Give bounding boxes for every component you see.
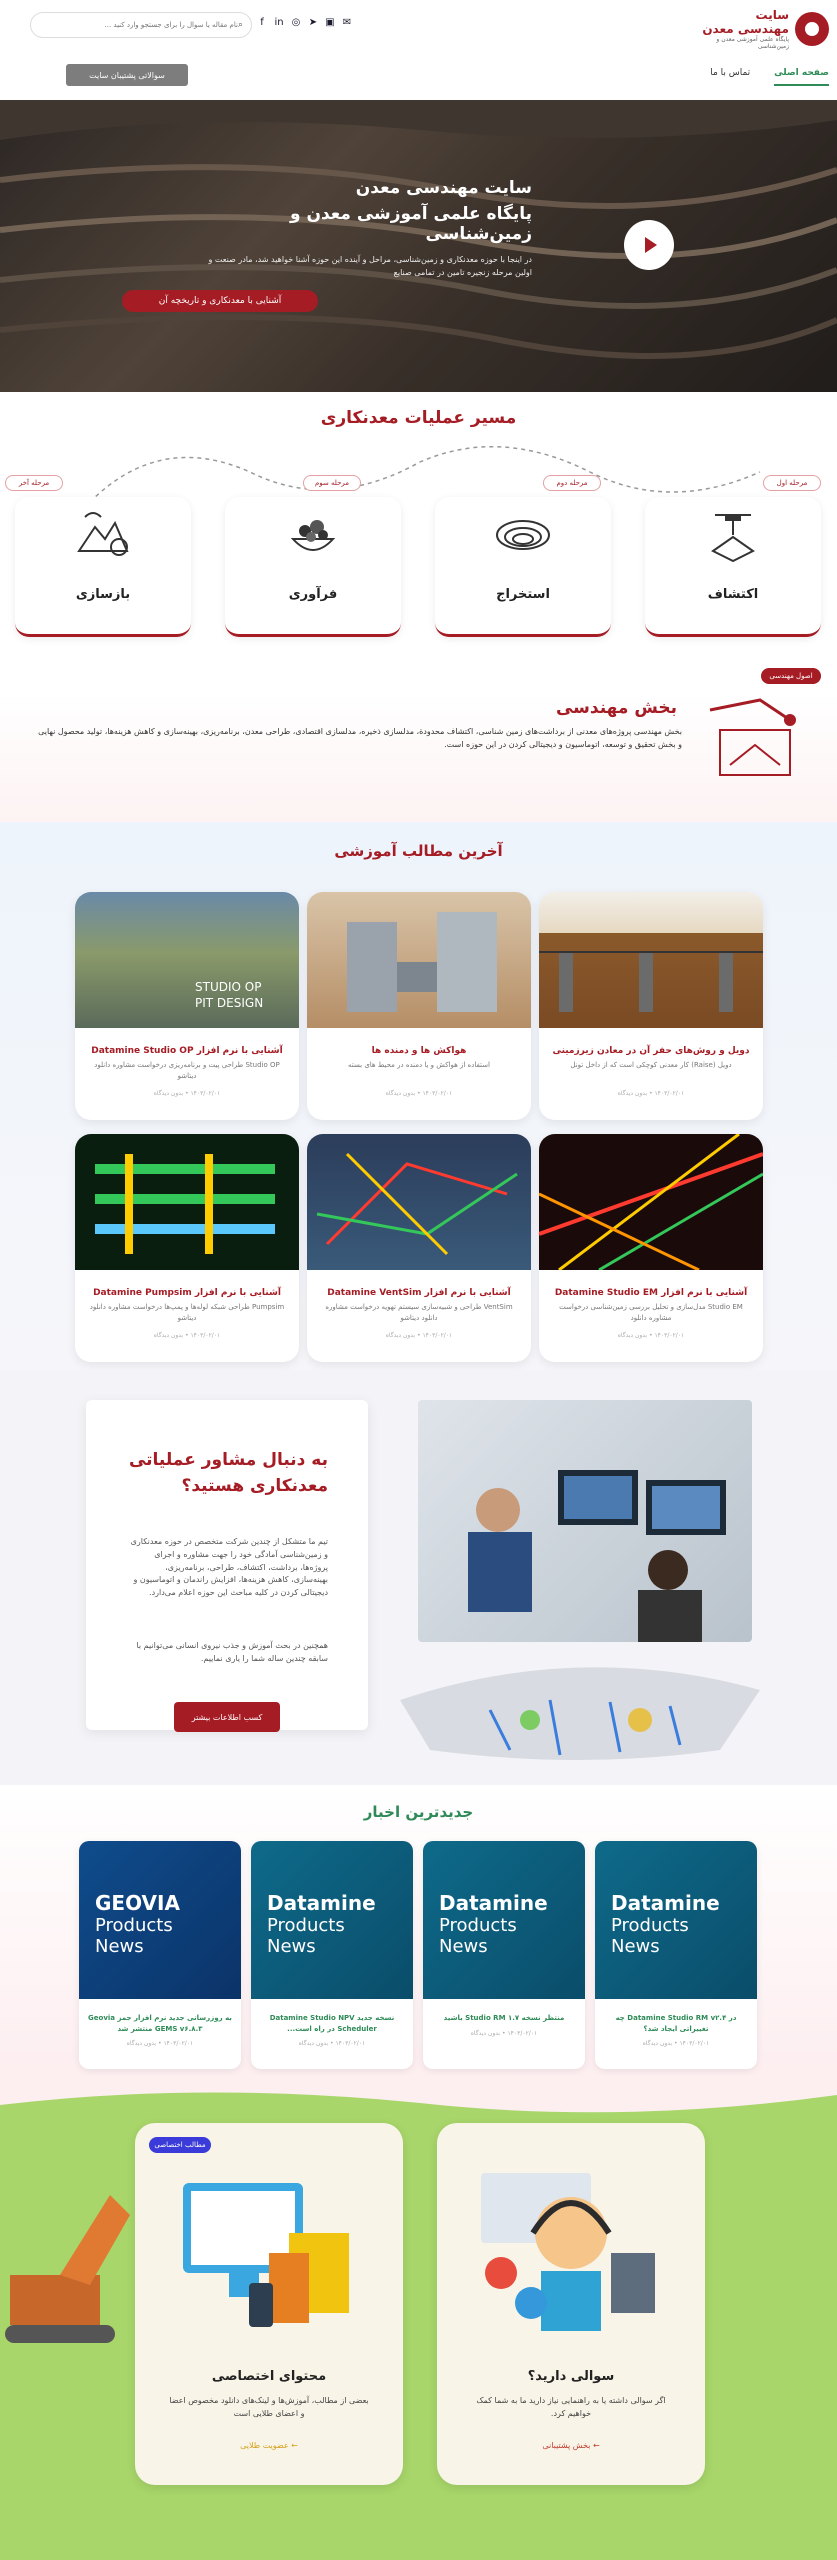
article-excerpt: Studio EM مدل‌سازی و تحلیل بررسی زمین‌شناسی درخواست مشاوره دانلود	[559, 1303, 743, 1322]
news-headline[interactable]: به روزرسانی جدید نرم افزار جمز Geovia GEMS v۶.۸.۳ منتشر شد	[88, 2014, 232, 2033]
news-brand-sub: Products News	[439, 1915, 517, 1957]
engineering-illustration	[700, 690, 820, 790]
hero-banner	[0, 100, 837, 392]
news-headline[interactable]: در Datamine Studio RM v۲.۴ چه تغییراتی ایجاد شد؟	[615, 2014, 737, 2033]
play-video-icon[interactable]	[624, 220, 674, 270]
stage-badge: مرحله دوم	[543, 475, 601, 491]
article-image	[75, 1134, 299, 1270]
site-header	[0, 0, 837, 100]
news-brand: Datamine	[439, 1891, 548, 1915]
news-card[interactable]	[595, 1841, 757, 2069]
aparat-icon[interactable]: ▣	[325, 16, 335, 28]
news-brand: GEOVIA	[95, 1891, 180, 1915]
article-image	[75, 892, 299, 1028]
article-title[interactable]: آشنایی با نرم افزار Datamine VentSim	[327, 1288, 511, 1298]
article-image	[539, 892, 763, 1028]
search-icon[interactable]: ⌕	[237, 20, 243, 30]
news-image	[423, 1841, 585, 1999]
consultation-section	[0, 1370, 837, 1785]
news-brand-sub: Products News	[267, 1915, 345, 1957]
stage-badge: مرحله اول	[763, 475, 821, 491]
news-brand: Datamine	[611, 1891, 720, 1915]
excavator-illustration	[0, 2155, 140, 2375]
exclusive-badge: مطالب اختصاصی	[149, 2137, 211, 2153]
articles-section	[0, 822, 837, 1370]
article-meta: ۱۴۰۳/۰۲/۰۱ • بدون دیدگاه	[385, 1090, 453, 1097]
support-card-desc: اگر سوالی داشته یا به راهنمایی نیاز دارید ما به شما کمک خواهیم کرد.	[476, 2396, 666, 2418]
article-meta: ۱۴۰۳/۰۲/۰۱ • بدون دیدگاه	[153, 1332, 221, 1339]
nav-contact[interactable]: تماس با ما	[710, 68, 751, 78]
learn-more-button[interactable]: کسب اطلاعات بیشتر	[174, 1702, 280, 1732]
article-excerpt: VentSim طراحی و شبیه‌سازی سیستم تهویه درخواست مشاوره دانلود دیتاشو	[325, 1303, 513, 1322]
email-icon[interactable]: ✉	[342, 16, 352, 28]
facebook-icon[interactable]: f	[260, 16, 264, 28]
article-title[interactable]: آشنایی با نرم افزار Datamine Studio OP	[91, 1046, 283, 1056]
news-image	[79, 1841, 241, 1999]
hero-cta-button[interactable]: آشنایی با معدنکاری و تاریخچه آن	[122, 290, 318, 312]
stage-badge: مرحله سوم	[303, 475, 361, 491]
hero-title: سایت مهندسی معدن	[355, 178, 532, 198]
stage-card-reclamation[interactable]	[15, 479, 191, 637]
telegram-icon[interactable]: ➤	[308, 16, 318, 28]
stage-card-extraction[interactable]	[435, 479, 611, 637]
mine-model-illustration	[390, 1640, 770, 1770]
nav-home[interactable]: صفحه اصلی	[774, 68, 829, 86]
news-headline[interactable]: منتظر نسخه Studio RM ۱.۷ باشید	[443, 2014, 565, 2022]
news-section	[0, 1785, 837, 2075]
stage-name: استخراج	[496, 587, 550, 602]
open-pit-icon	[495, 507, 551, 563]
site-logo[interactable]	[701, 10, 829, 48]
news-meta: ۱۴۰۳/۰۲/۰۱ • بدون دیدگاه	[642, 2040, 710, 2047]
article-title[interactable]: هواکش ها و دمنده ها	[371, 1046, 467, 1056]
news-card[interactable]	[79, 1841, 241, 2069]
engineering-title: بخش مهندسی	[555, 698, 677, 718]
article-card[interactable]	[75, 1134, 299, 1362]
drone-survey-icon	[705, 507, 761, 563]
article-card[interactable]	[539, 1134, 763, 1362]
path-title: مسیر عملیات معدنکاری	[320, 408, 517, 428]
article-meta: ۱۴۰۳/۰۲/۰۱ • بدون دیدگاه	[385, 1332, 453, 1339]
land-reclamation-icon	[75, 507, 131, 563]
stage-card-processing[interactable]	[225, 479, 401, 637]
article-title[interactable]: دویل و روش‌های حفر آن در معادن زیرزمینی	[552, 1046, 750, 1056]
news-title: جدیدترین اخبار	[363, 1803, 474, 1821]
news-meta: ۱۴۰۳/۰۲/۰۱ • بدون دیدگاه	[126, 2040, 194, 2047]
article-image	[539, 1134, 763, 1270]
news-meta: ۱۴۰۳/۰۲/۰۱ • بدون دیدگاه	[470, 2029, 538, 2037]
news-brand: Datamine	[267, 1891, 376, 1915]
exclusive-content-card[interactable]	[135, 2123, 403, 2485]
consultation-text-2: همچنین در بحث آموزش و جذب نیروی انسانی می‌توانیم با سابقه چندین ساله شما را یاری نماییم.	[136, 1641, 328, 1663]
article-excerpt: دویل (Raise) کار معدنی کوچکی است که از داخل تونل	[570, 1061, 732, 1069]
exclusive-card-title: محتوای اختصاصی	[211, 2369, 327, 2384]
logo-title: سایت مهندسی معدن	[702, 8, 789, 36]
wave-divider	[0, 2075, 837, 2125]
social-links	[256, 16, 353, 28]
studio-op-caption: STUDIO OP	[195, 980, 262, 994]
hero-subtitle: پایگاه علمی آموزشی معدن و زمین‌شناسی	[289, 204, 532, 244]
exclusive-card-desc: بعضی از مطالب، آموزش‌ها و لینک‌های دانلود مخصوص اعضا و اعضای طلایی است	[169, 2396, 369, 2418]
news-image	[595, 1841, 757, 1999]
instagram-icon[interactable]: ◎	[291, 16, 301, 28]
gear-logo-icon	[795, 12, 829, 46]
article-meta: ۱۴۰۳/۰۲/۰۱ • بدون دیدگاه	[617, 1090, 685, 1097]
consultation-title: به دنبال مشاور عملیاتی معدنکاری هستید؟	[128, 1450, 328, 1496]
news-brand-sub: Products News	[95, 1915, 173, 1957]
stage-name: فرآوری	[288, 587, 338, 602]
main-nav	[710, 68, 829, 86]
bottom-section	[0, 2075, 837, 2560]
article-card[interactable]	[539, 892, 763, 1120]
support-card-title: سوالی دارید؟	[527, 2369, 615, 2384]
support-button[interactable]: سوالاتی پشتیبان سایت	[66, 64, 188, 86]
article-title[interactable]: آشنایی با نرم افزار Datamine Studio EM	[554, 1288, 748, 1298]
linkedin-icon[interactable]: in	[274, 16, 284, 28]
stage-card-exploration[interactable]	[645, 479, 821, 637]
article-title[interactable]: آشنایی با نرم افزار Datamine Pumpsim	[93, 1288, 281, 1298]
support-link[interactable]: ← بخش پشتیبانی	[542, 2441, 600, 2450]
engineering-badge: اصول مهندسی	[761, 668, 821, 684]
article-image	[307, 892, 531, 1028]
news-brand-sub: Products News	[611, 1915, 689, 1957]
consultation-text: تیم ما متشکل از چندین شرکت متخصص در حوزه معدنکاری و زمین‌شناسی آمادگی خود را جهت مشاوره و اجرای پروژه‌ها، برداشت، اکتشاف، طراحی، برنامه‌ریزی، بهینه‌سازی، کاهش هزینه‌ها، افزایش راندمان و اتوماسیون و دیجیتالی کردن در کلیه مباحث این حوزه اعلام می‌دارد.	[130, 1537, 328, 1598]
article-meta: ۱۴۰۳/۰۲/۰۱ • بدون دیدگاه	[153, 1090, 221, 1097]
hero-description: در اینجا با حوزه معدنکاری و زمین‌شناسی، مراحل و آینده این حوزه آشنا خواهید شد، مادر صنعت و اولین مرحله زنجیره تامین در تمامی صنایع	[208, 255, 532, 277]
ore-bowl-icon	[285, 507, 341, 563]
news-headline[interactable]: نسخه جدید Datamine Studio NPV Scheduler در راه است...	[269, 2014, 395, 2033]
news-card[interactable]	[423, 1841, 585, 2069]
news-card[interactable]	[251, 1841, 413, 2069]
article-card[interactable]	[75, 892, 299, 1120]
stage-name: اکتشاف	[707, 587, 759, 602]
hero-text	[192, 178, 532, 280]
articles-title: آخرین مطالب آموزشی	[334, 842, 503, 860]
search-input[interactable]	[39, 21, 238, 29]
news-meta: ۱۴۰۳/۰۲/۰۱ • بدون دیدگاه	[298, 2040, 366, 2047]
support-agent-illustration	[471, 2153, 671, 2343]
engineering-description: بخش مهندسی پروژه‌های معدنی از برداشت‌های زمین شناسی، اکتشاف محدودة، مدلسازی ذخیره، مدلسازی اقتصادی، طراحی معدن، برنامه‌ریزی، بهینه‌سازی و کاهش هزینه‌ها، تولید محصول نهایی و بخش تحقیق و توسعه، اتوماسیون و دیجیتالی کردن در این حوزه است.	[38, 727, 682, 749]
gold-membership-link[interactable]: ← عضویت طلایی	[240, 2441, 298, 2450]
logo-subtitle: پایگاه علمی آموزشی معدن و زمین‌شناسی	[716, 36, 789, 50]
article-card[interactable]	[307, 1134, 531, 1362]
consultation-box	[86, 1400, 368, 1730]
article-excerpt: Studio OP طراحی پیت و برنامه‌ریزی درخواست مشاوره دانلود دیتاشو	[94, 1061, 280, 1080]
engineers-photo	[418, 1400, 752, 1642]
stage-badge: مرحله آخر	[5, 475, 63, 491]
support-card[interactable]	[437, 2123, 705, 2485]
computer-shopping-illustration	[169, 2163, 369, 2343]
news-image	[251, 1841, 413, 1999]
article-excerpt: استفاده از هواکش و یا دمنده در محیط های بسته	[348, 1061, 490, 1069]
studio-op-caption-2: PIT DESIGN	[195, 996, 264, 1010]
article-meta: ۱۴۰۳/۰۲/۰۱ • بدون دیدگاه	[617, 1332, 685, 1339]
search-box	[30, 12, 252, 38]
article-card[interactable]	[307, 892, 531, 1120]
stage-name: بازسازی	[75, 587, 131, 602]
article-excerpt: Pumpsim طراحی شبکه لوله‌ها و پمپ‌ها درخواست مشاوره دانلود دیتاشو	[89, 1303, 285, 1322]
article-image	[307, 1134, 531, 1270]
